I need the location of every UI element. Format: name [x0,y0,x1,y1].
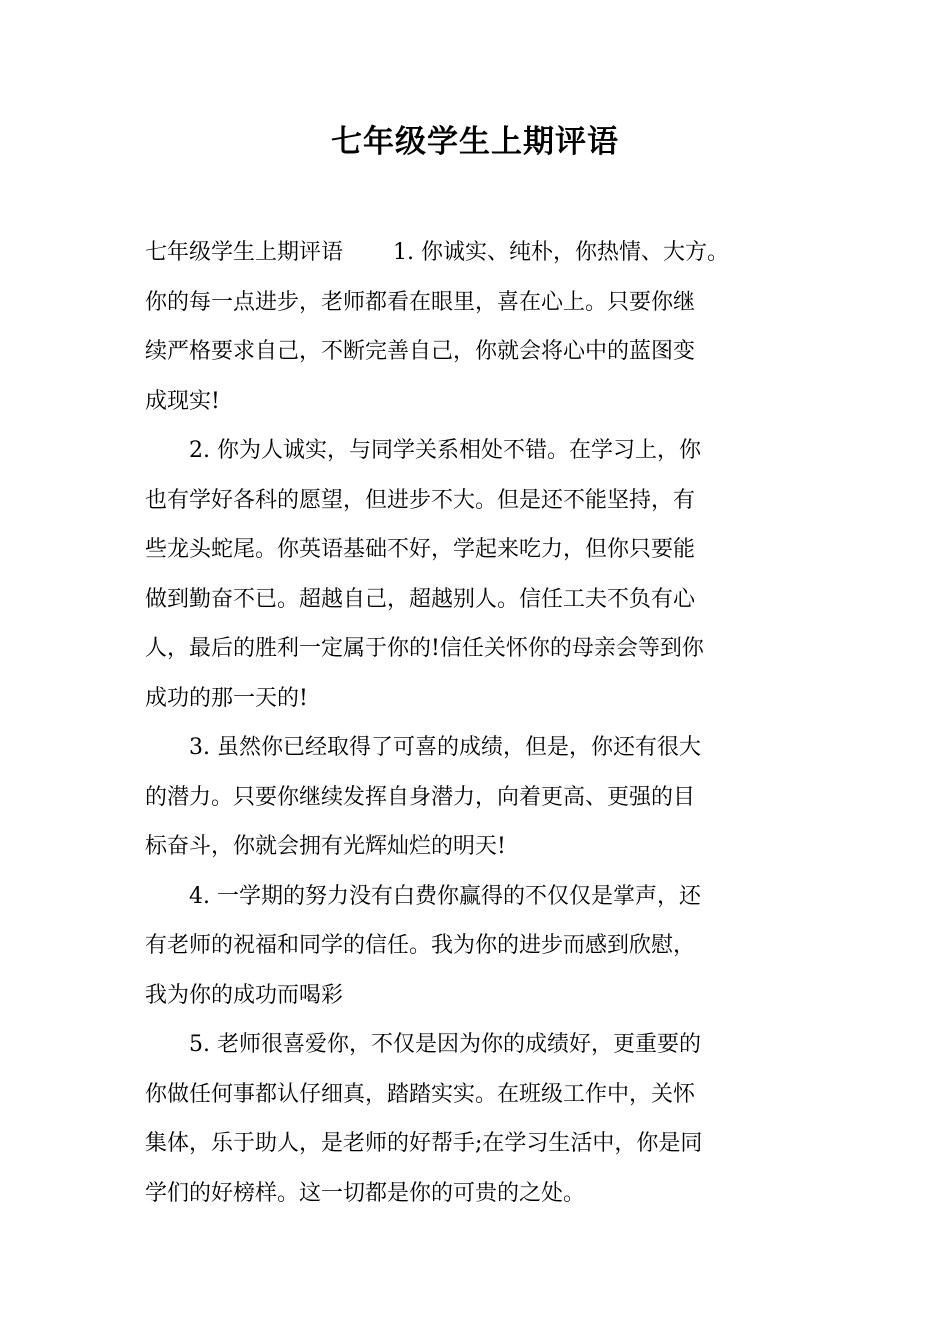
paragraph-3-line-3: 标奋斗，你就会拥有光辉灿烂的明天! [145,834,506,859]
paragraph-2-line-5: 人，最后的胜利一定属于你的!信任关怀你的母亲会等到你 [145,636,704,661]
paragraph-2 [145,426,825,723]
paragraph-5-line-4: 学们的好榜样。这一切都是你的可贵的之处。 [145,1180,586,1206]
paragraph-5-line-2: 你做任何事都认仔细真，踏踏实实。在班级工作中，关怀 [145,1081,696,1107]
paragraph-1 [145,228,825,426]
paragraph-5 [145,1020,825,1218]
paragraph-4-line-1: 4. 一学期的努力没有白费你赢得的不仅仅是掌声，还 [189,883,701,909]
paragraph-4-line-2: 有老师的祝福和同学的信任。我为你的进步而感到欣慰， [145,933,696,958]
paragraph-2-line-4: 做到勤奋不已。超越自己，超越别人。信任工夫不负有心 [145,586,696,612]
paragraph-5-line-1: 5. 老师很喜爱你，不仅是因为你的成绩好，更重要的 [189,1032,701,1057]
paragraph-2-line-2: 也有学好各科的愿望，但进步不大。但是还不能坚持，有 [145,487,696,513]
paragraph-4-line-3: 我为你的成功而喝彩 [145,982,344,1008]
paragraph-1-line-4: 成现实! [145,388,220,414]
intro-label: 七年级学生上期评语 [145,240,344,265]
paragraph-1-line-3: 续严格要求自己，不断完善自己，你就会将心中的蓝图变 [145,339,696,364]
document-title: 七年级学生上期评语 [331,124,619,160]
paragraph-1-line-2: 你的每一点进步，老师都看在眼里，喜在心上。只要你继 [145,289,696,315]
paragraph-3-line-2: 的潜力。只要你继续发挥自身潜力，向着更高、更强的目 [145,784,696,810]
paragraph-3-line-1: 3. 虽然你已经取得了可喜的成绩，但是，你还有很大 [189,735,701,760]
paragraph-4 [145,872,825,1021]
paragraph-2-line-1: 2. 你为人诚实，与同学关系相处不错。在学习上，你 [189,438,701,463]
paragraph-2-line-6: 成功的那一天的! [145,685,308,711]
document-body [145,228,825,1218]
paragraph-5-line-3: 集体，乐于助人，是老师的好帮手;在学习生活中，你是同 [145,1131,703,1156]
paragraph-line [145,228,825,278]
paragraph-3 [145,723,825,872]
paragraph-2-line-3: 些龙头蛇尾。你英语基础不好，学起来吃力，但你只要能 [145,537,696,562]
paragraph-1-line-1: 1. 你诚实、纯朴，你热情、大方。 [393,240,730,265]
